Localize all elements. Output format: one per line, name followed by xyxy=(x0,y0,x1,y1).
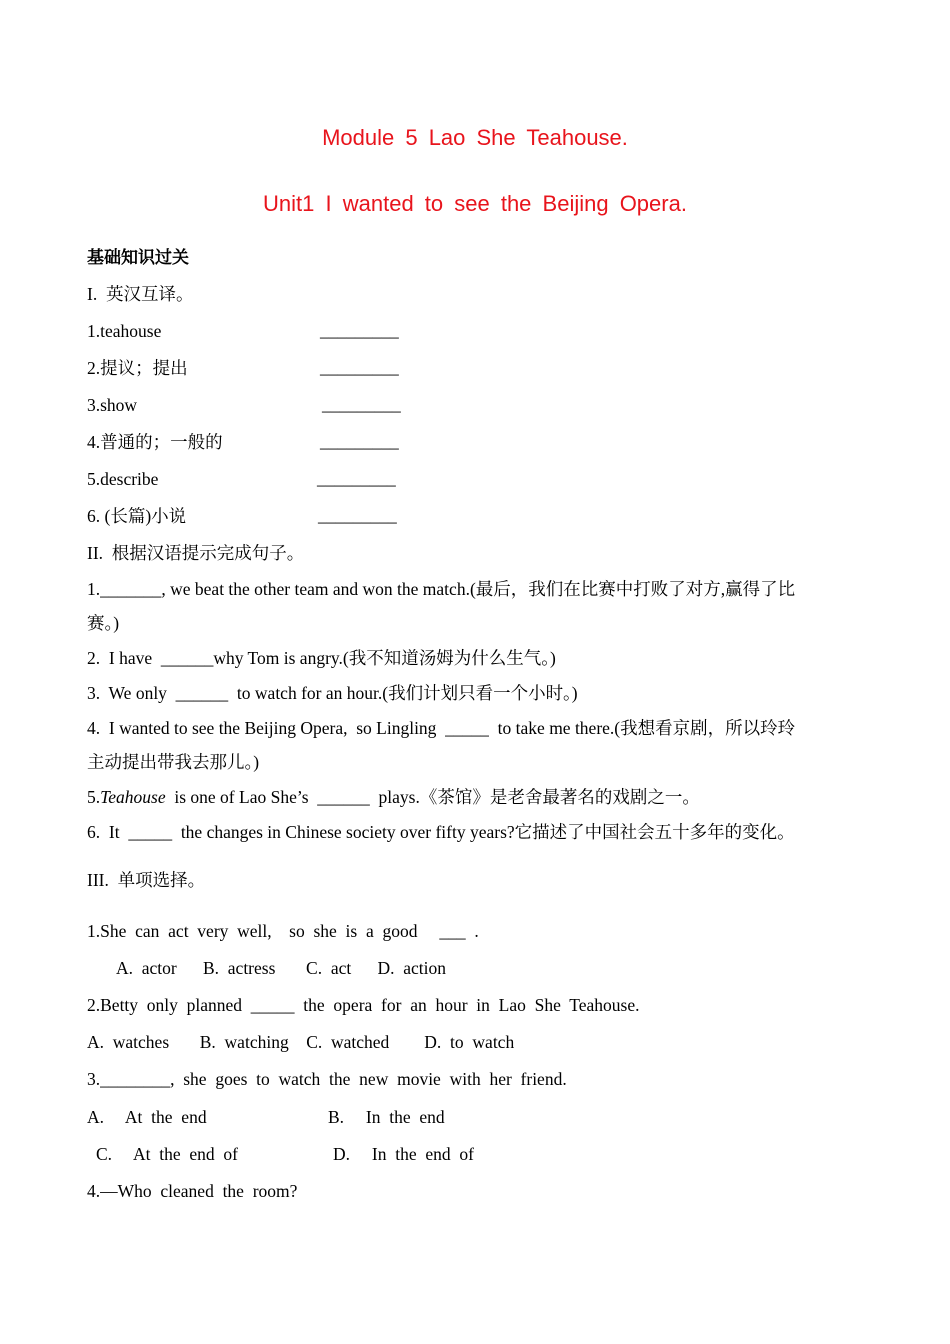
part3-q2: 2.Betty only planned _____ the opera for an hour in Lao She Teahouse. xyxy=(87,995,640,1015)
part2-q4-line1: 4. I wanted to see the Beijing Opera, so Lingling _____ to take me there.(我想看京剧，所以玲玲 xyxy=(87,718,796,738)
part1-blank-4[interactable]: _________ xyxy=(320,431,399,451)
part3-q3-option-d: D. In the end of xyxy=(333,1144,474,1164)
part3-q1-options: A. actor B. actress C. act D. action xyxy=(116,958,446,978)
part1-blank-2[interactable]: _________ xyxy=(320,357,399,377)
part1-item-3: 3.show xyxy=(87,395,138,415)
part1-blank-3[interactable]: _________ xyxy=(322,394,401,414)
part3-q2-options: A. watches B. watching C. watched D. to watch xyxy=(87,1032,515,1052)
part2-q1-line1: 1._______, we beat the other team and won the match.(最后，我们在比赛中打败了对方,赢得了比 xyxy=(87,579,796,599)
part3-q3-option-c: C. At the end of xyxy=(96,1144,238,1164)
part1-item-4: 4.普通的；一般的 xyxy=(87,432,223,452)
q5-rest: is one of Lao She’s ______ plays.《茶馆》是老舍最著名的戏剧之一。 xyxy=(165,787,700,807)
part2-q5 xyxy=(87,786,700,808)
part2-title: II. 根据汉语提示完成句子。 xyxy=(87,543,305,563)
part3-q3-option-b: B. In the end xyxy=(328,1107,445,1127)
part3-q4: 4.—Who cleaned the room? xyxy=(87,1181,298,1201)
q5-italic-title: Teahouse xyxy=(100,787,166,807)
part2-q1-line2: 赛。) xyxy=(87,613,120,633)
part2-q6: 6. It _____ the changes in Chinese society over fifty years?它描述了中国社会五十多年的变化。 xyxy=(87,822,795,842)
part1-title: I. 英汉互译。 xyxy=(87,284,194,304)
part1-item-1: 1.teahouse xyxy=(87,321,162,341)
part1-item-2: 2.提议；提出 xyxy=(87,358,188,378)
section-heading: 基础知识过关 xyxy=(87,248,189,268)
part3-q1: 1.She can act very well, so she is a good ___ . xyxy=(87,921,479,941)
q5-number: 5. xyxy=(87,787,101,807)
unit-title: Unit1 I wanted to see the Beijing Opera. xyxy=(263,191,687,216)
part3-title: III. 单项选择。 xyxy=(87,870,206,890)
part1-item-5: 5.describe xyxy=(87,469,159,489)
part1-blank-5[interactable]: _________ xyxy=(317,468,396,488)
part2-q4-line2: 主动提出带我去那儿。) xyxy=(87,752,260,772)
module-title: Module 5 Lao She Teahouse. xyxy=(322,125,628,150)
part1-item-6: 6. (长篇)小说 xyxy=(87,506,187,526)
part2-q3: 3. We only ______ to watch for an hour.(我们计划只看一个小时。) xyxy=(87,683,578,703)
part1-blank-1[interactable]: _________ xyxy=(320,320,399,340)
part1-blank-6[interactable]: _________ xyxy=(318,505,397,525)
part3-q3-option-a: A. At the end xyxy=(87,1107,207,1127)
part2-q2: 2. I have ______why Tom is angry.(我不知道汤姆为什么生气。) xyxy=(87,648,556,668)
part3-q3: 3.________, she goes to watch the new movie with her friend. xyxy=(87,1069,567,1089)
